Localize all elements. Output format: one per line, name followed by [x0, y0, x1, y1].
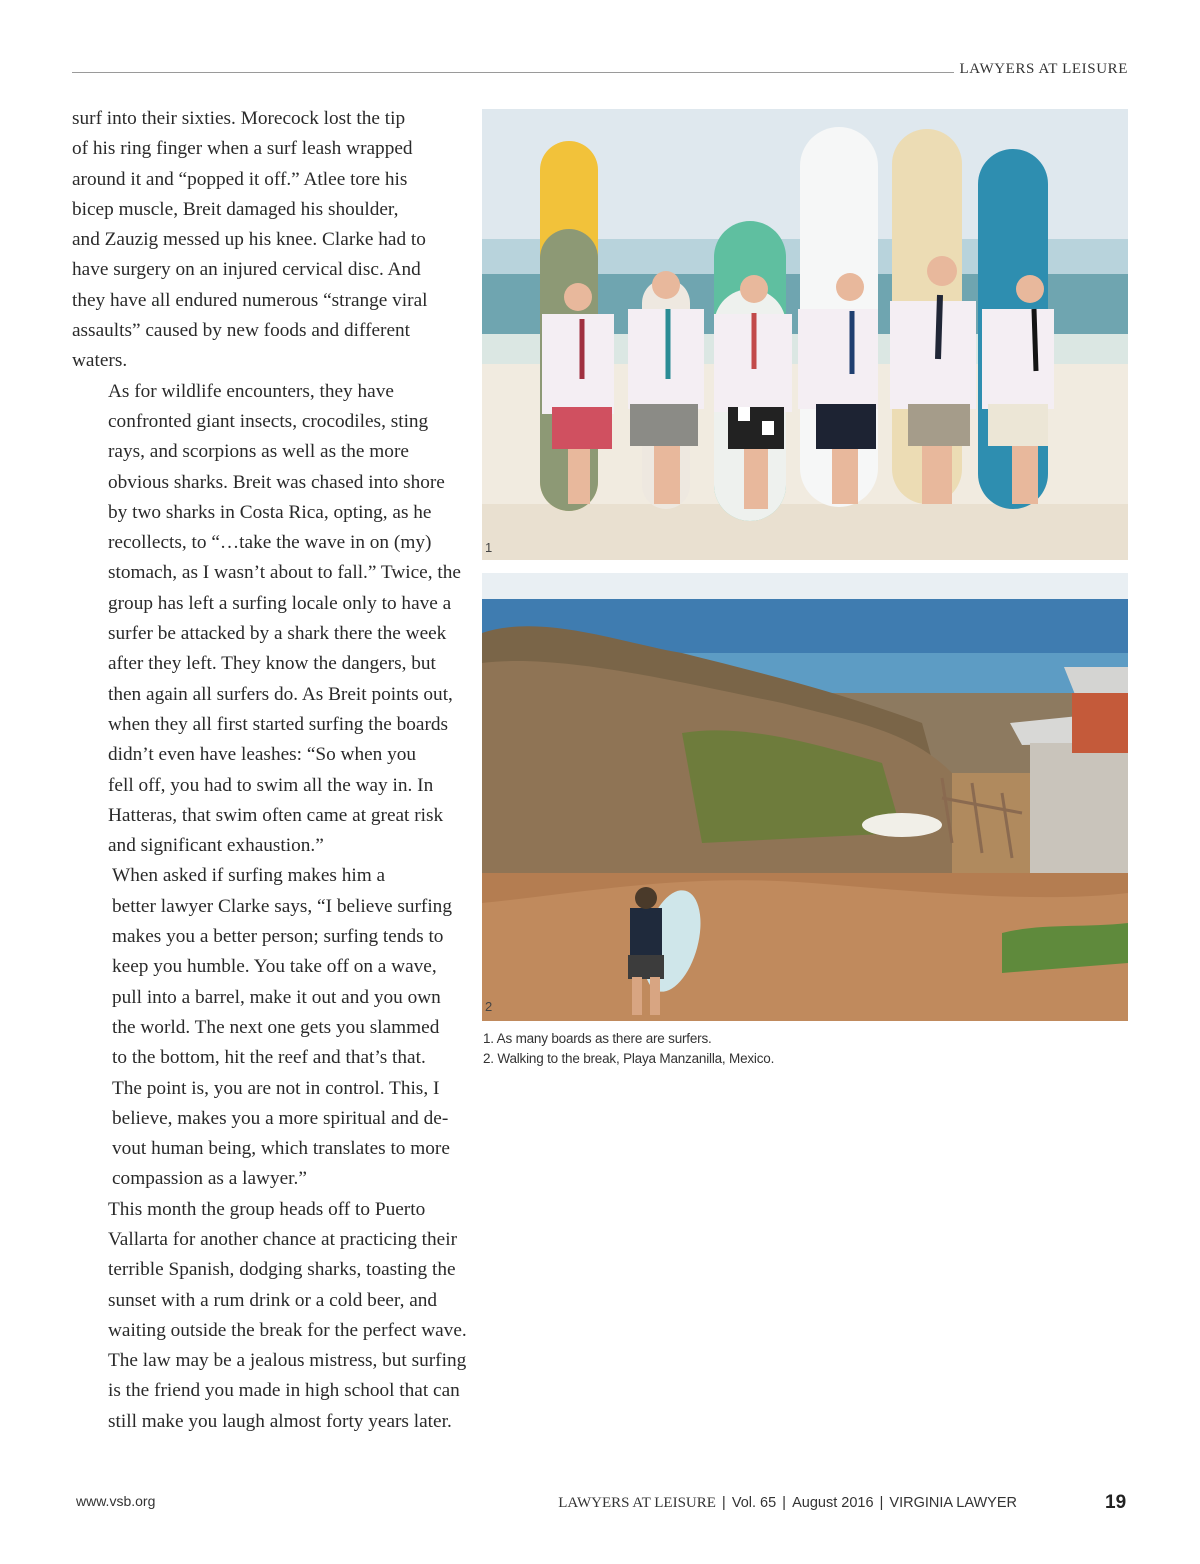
article-paragraph	[72, 377, 464, 862]
text-line: and Zauzig messed up his knee. Clarke had to	[72, 229, 426, 251]
text-line: surfer be attacked by a shark there the week	[108, 623, 447, 645]
text-line: obvious sharks. Breit was chased into shore	[108, 471, 445, 493]
text-line: waters.	[72, 350, 128, 372]
article-paragraph	[72, 861, 464, 1194]
text-line: The point is, you are not in control. This, I	[112, 1077, 440, 1099]
running-header: LAWYERS AT LEISURE	[954, 61, 1129, 78]
text-line: by two sharks in Costa Rica, opting, as he	[108, 501, 432, 523]
article-paragraph	[72, 1195, 467, 1437]
text-line: of his ring finger when a surf leash wrapped	[72, 138, 413, 160]
photo-surfers-with-boards	[482, 109, 1128, 560]
text-line: when they all first started surfing the boards	[108, 713, 449, 735]
text-line: they have all endured numerous “strange viral	[72, 289, 428, 311]
text-line: makes you a better person; surfing tends to	[112, 926, 444, 948]
footer-publication: VIRGINIA LAWYER	[889, 1495, 1017, 1511]
text-line: rays, and scorpions as well as the more	[108, 441, 409, 463]
text-line: surf into their sixties. Morecock lost the tip	[72, 108, 406, 129]
article-paragraph	[72, 104, 464, 377]
text-line: then again all surfers do. As Breit points out,	[108, 683, 453, 705]
article-body	[72, 104, 467, 1437]
footer-volume: Vol. 65	[731, 1495, 777, 1511]
footer-url[interactable]: www.vsb.org	[76, 1493, 156, 1509]
photo-number: 2	[485, 999, 493, 1014]
text-line: stomach, as I wasn’t about to fall.” Twice, the	[108, 562, 461, 584]
text-line: after they left. They know the dangers, but	[108, 653, 436, 675]
text-line: The law may be a jealous mistress, but surfing	[108, 1350, 467, 1372]
text-line: to the bottom, hit the reef and that’s that.	[112, 1047, 426, 1069]
text-line: vout human being, which translates to more	[112, 1138, 450, 1160]
text-line: confronted giant insects, crocodiles, sting	[108, 410, 429, 432]
text-line: waiting outside the break for the perfect wave.	[108, 1319, 467, 1341]
text-line: keep you humble. You take off on a wave,	[112, 956, 437, 978]
text-line: group has left a surfing locale only to have a	[108, 592, 452, 614]
text-line: and significant exhaustion.”	[108, 835, 324, 857]
text-line: terrible Spanish, dodging sharks, toasting the	[108, 1259, 456, 1281]
photo-captions	[483, 1029, 1123, 1069]
text-line: didn’t even have leashes: “So when you	[108, 744, 417, 766]
footer-date: August 2016	[792, 1495, 874, 1511]
text-line: As for wildlife encounters, they have	[108, 380, 394, 402]
text-line: the world. The next one gets you slammed	[112, 1016, 440, 1038]
footer-folio: LAWYERS AT LEISURE | Vol. 65 | August 2016 | VIRGINIA LAWYER	[558, 1494, 1017, 1511]
text-line: still make you laugh almost forty years later.	[108, 1410, 452, 1432]
text-line: recollects, to “…take the wave in on (my)	[108, 532, 432, 554]
text-line: believe, makes you a more spiritual and de-	[112, 1107, 449, 1129]
text-line: bicep muscle, Breit damaged his shoulder,	[72, 198, 399, 220]
text-line: pull into a barrel, make it out and you own	[112, 986, 441, 1008]
photo-number: 1	[485, 540, 493, 555]
text-line: Hatteras, that swim often came at great risk	[108, 804, 444, 826]
text-line: compassion as a lawyer.”	[112, 1168, 307, 1190]
caption-2: 2. Walking to the break, Playa Manzanilla, Mexico.	[483, 1051, 775, 1066]
text-line: around it and “popped it off.” Atlee tore his	[72, 168, 408, 190]
text-line: This month the group heads off to Puerto	[108, 1198, 426, 1220]
footer-section: LAWYERS AT LEISURE	[558, 1495, 716, 1511]
photo-walking-to-break	[482, 573, 1128, 1021]
text-line: assaults” caused by new foods and different	[72, 320, 411, 342]
text-line: When asked if surfing makes him a	[112, 865, 386, 887]
text-line: is the friend you made in high school that can	[108, 1380, 460, 1402]
text-line: fell off, you had to swim all the way in. In	[108, 774, 434, 796]
text-line: Vallarta for another chance at practicing their	[108, 1228, 458, 1250]
caption-1: 1. As many boards as there are surfers.	[483, 1031, 712, 1046]
page-number: 19	[1105, 1492, 1127, 1513]
text-line: sunset with a rum drink or a cold beer, and	[108, 1289, 438, 1311]
text-line: better lawyer Clarke says, “I believe surfing	[112, 895, 452, 917]
text-line: have surgery on an injured cervical disc. And	[72, 259, 421, 281]
